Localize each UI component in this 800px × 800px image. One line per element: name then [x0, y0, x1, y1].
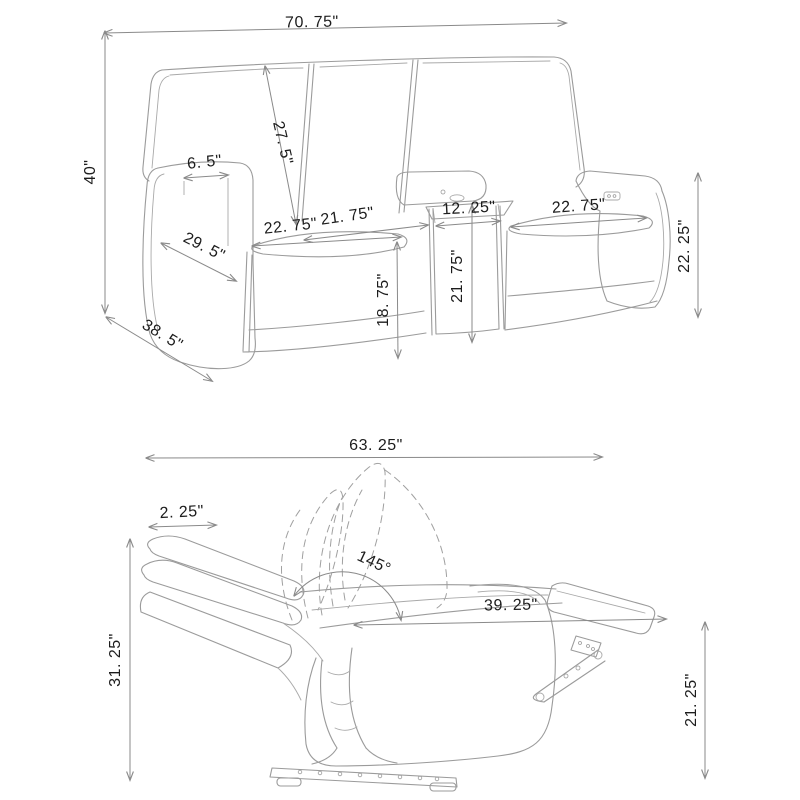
- dim-footrest-height-label: 21. 25": [683, 673, 700, 727]
- dim-right-seat-width-label: 22. 75": [551, 196, 607, 217]
- rail-hole-1: [298, 770, 302, 774]
- dim-overall-depth-label: 38. 5": [138, 316, 186, 354]
- left-arm-piping: [151, 174, 164, 330]
- recliner-headrest-layer: [148, 536, 304, 600]
- mechanism-hole-e: [576, 666, 580, 670]
- power-button-dot-1: [608, 195, 611, 198]
- angle-arc-145: [294, 572, 401, 620]
- dim-overall-width-label: 70. 75": [284, 13, 339, 32]
- rail-hole-6: [398, 775, 402, 779]
- dim-back-height-label: 27. 5": [269, 119, 296, 167]
- dim-arm-top-width-label: 6. 5": [186, 152, 223, 173]
- footrest-pad: [547, 583, 655, 634]
- rail-hole-8: [435, 777, 439, 781]
- dim-left-seat-width-label: 22. 75": [262, 215, 319, 238]
- rail-hole-7: [418, 776, 422, 780]
- rail-hole-3: [338, 772, 342, 776]
- right-seat-front: [505, 231, 657, 330]
- rail-hole-5: [378, 774, 382, 778]
- dim-seat-to-footrest-label: 39. 25": [483, 596, 538, 615]
- dim-overall-height-label: 40": [82, 159, 99, 185]
- rail-hole-4: [358, 773, 362, 777]
- dim-reclined-length-label: 63. 25": [349, 437, 403, 454]
- back-cushion-piping: [170, 61, 550, 75]
- pedestal-folds: [328, 671, 357, 730]
- dim-arm-height-label: 22. 25": [676, 219, 693, 273]
- dim-line-right-seat-width: [511, 218, 646, 227]
- mechanism-hole-b: [587, 645, 590, 648]
- right-arm-piping: [650, 193, 664, 302]
- dim-seat-depth-label: 21. 75": [319, 204, 376, 229]
- recliner-back-fold: [278, 623, 323, 700]
- loveseat-back-outline: [162, 57, 584, 187]
- dim-headrest-offset-label: 2. 25": [159, 502, 205, 523]
- power-button-dot-2: [613, 195, 616, 198]
- dim-console-width-label: 12. 25": [441, 198, 497, 219]
- backrest-motion-blade-1: [319, 463, 385, 615]
- mechanism-hole-d: [564, 674, 568, 678]
- dim-line-console-width: [436, 221, 500, 226]
- pedestal-foot: [312, 748, 397, 764]
- back-cushion-divider-right: [399, 60, 418, 213]
- left-seat-front: [243, 252, 426, 352]
- dim-console-height-label: 21. 75": [449, 249, 466, 303]
- dim-line-seat-height: [397, 242, 398, 358]
- recliner-back-layer: [142, 560, 302, 625]
- recline-angle-label: 145°: [354, 547, 394, 579]
- dim-line-arm-top-width: [184, 175, 228, 178]
- dim-reclined-height-label: 31. 25": [107, 633, 124, 687]
- recliner-back-panel: [140, 592, 291, 668]
- pedestal-column: [321, 648, 366, 748]
- dim-line-reclined-length: [146, 457, 602, 458]
- footrest-mechanism-bars: [533, 650, 605, 702]
- power-button-icon: [604, 192, 620, 200]
- dim-seat-height-label: 18. 75": [375, 273, 392, 327]
- mechanism-pivot-2: [536, 693, 544, 701]
- dim-line-left-seat-width: [252, 237, 401, 246]
- mechanism-hole-c: [592, 648, 595, 651]
- rail-hole-2: [318, 771, 322, 775]
- right-seat-cushion: [509, 214, 652, 236]
- rail-foot-left: [277, 778, 301, 786]
- backrest-motion-sweep: [385, 470, 447, 608]
- loveseat-back-left-edge-piping: [152, 76, 169, 168]
- recliner-side-view: [140, 463, 654, 791]
- dim-arm-front-diagonal-label: 29. 5": [180, 229, 228, 265]
- back-cushion-divider-left: [297, 64, 314, 222]
- dim-line-headrest-offset: [149, 525, 216, 527]
- right-armrest-top: [576, 171, 662, 191]
- mechanism-hole-a: [579, 642, 582, 645]
- console-cupholder-small: [441, 190, 445, 194]
- footrest-mechanism-bracket: [571, 636, 601, 657]
